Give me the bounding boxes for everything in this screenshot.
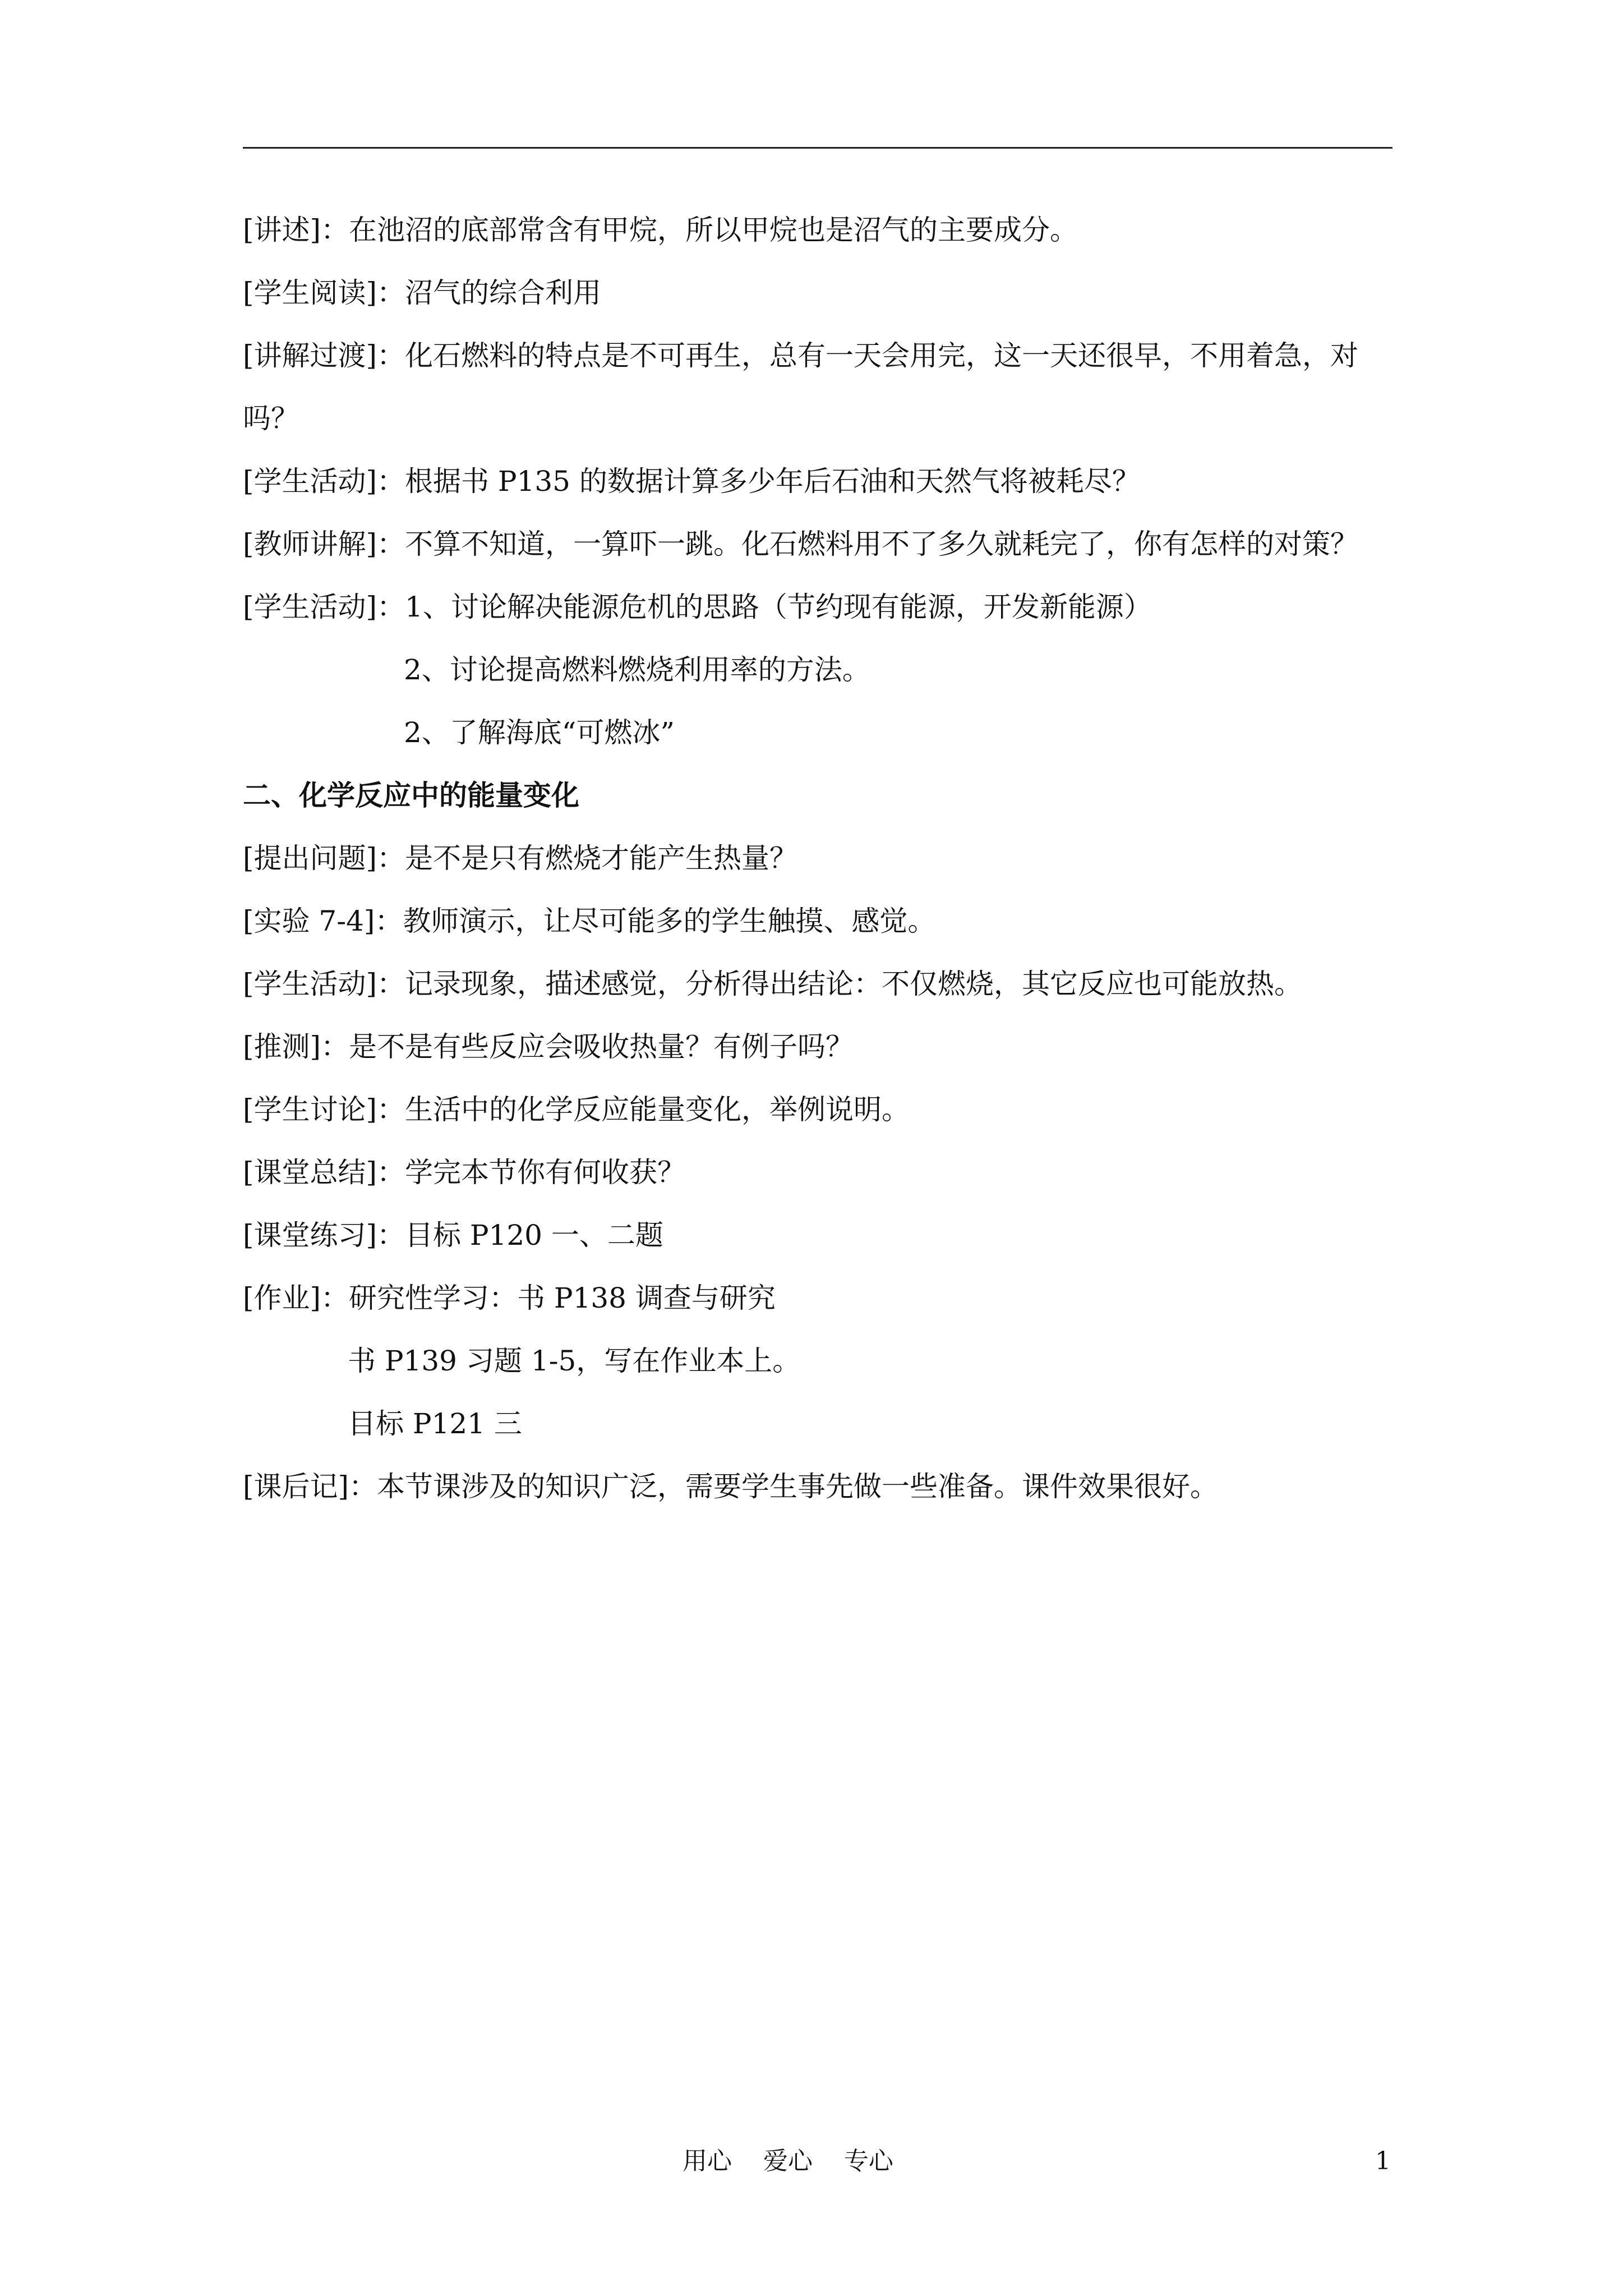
text-line: [学生活动]：1、讨论解决能源危机的思路（节约现有能源，开发新能源） xyxy=(243,591,1152,623)
text-line: [课堂总结]：学完本节你有何收获？ xyxy=(243,1156,686,1189)
text-line: [推测]：是不是有些反应会吸收热量？有例子吗？ xyxy=(243,1030,854,1063)
text-line-indented: 目标 P121 三 xyxy=(348,1407,522,1440)
text-line: [作业]：研究性学习：书 P138 调查与研究 xyxy=(243,1282,776,1314)
text-line: [学生活动]：根据书 P135 的数据计算多少年后石油和天然气将被耗尽？ xyxy=(243,465,1140,498)
text-line: [课堂练习]：目标 P120 一、二题 xyxy=(243,1219,663,1251)
text-line: 吗？ xyxy=(243,402,299,435)
text-line: [学生活动]：记录现象，描述感觉，分析得出结论：不仅燃烧，其它反应也可能放热。 xyxy=(243,968,1303,1000)
text-line: [课后记]：本节课涉及的知识广泛，需要学生事先做一些准备。课件效果很好。 xyxy=(243,1470,1219,1503)
text-line: [教师讲解]：不算不知道，一算吓一跳。化石燃料用不了多久就耗完了，你有怎样的对策？ xyxy=(243,528,1359,560)
page-number: 1 xyxy=(1375,2147,1391,2175)
text-line: [讲述]：在池沼的底部常含有甲烷，所以甲烷也是沼气的主要成分。 xyxy=(243,214,1078,246)
section-heading: 二、化学反应中的能量变化 xyxy=(243,779,579,812)
text-line-indented: 2、了解海底“可燃冰” xyxy=(404,716,675,749)
text-line: [实验 7-4]：教师演示，让尽可能多的学生触摸、感觉。 xyxy=(243,905,936,937)
text-line: [学生阅读]：沼气的综合利用 xyxy=(243,277,602,309)
text-line-indented: 书 P139 习题 1-5，写在作业本上。 xyxy=(348,1345,801,1377)
text-line: [学生讨论]：生活中的化学反应能量变化，举例说明。 xyxy=(243,1093,910,1126)
header-rule xyxy=(243,147,1393,149)
text-line: [提出问题]：是不是只有燃烧才能产生热量？ xyxy=(243,842,798,875)
text-line: [讲解过渡]：化石燃料的特点是不可再生，总有一天会用完，这一天还很早，不用着急，对 xyxy=(243,339,1359,372)
footer-motto: 用心 爱心 专心 xyxy=(683,2147,893,2175)
text-line-indented: 2、讨论提高燃料燃烧利用率的方法。 xyxy=(404,654,870,686)
